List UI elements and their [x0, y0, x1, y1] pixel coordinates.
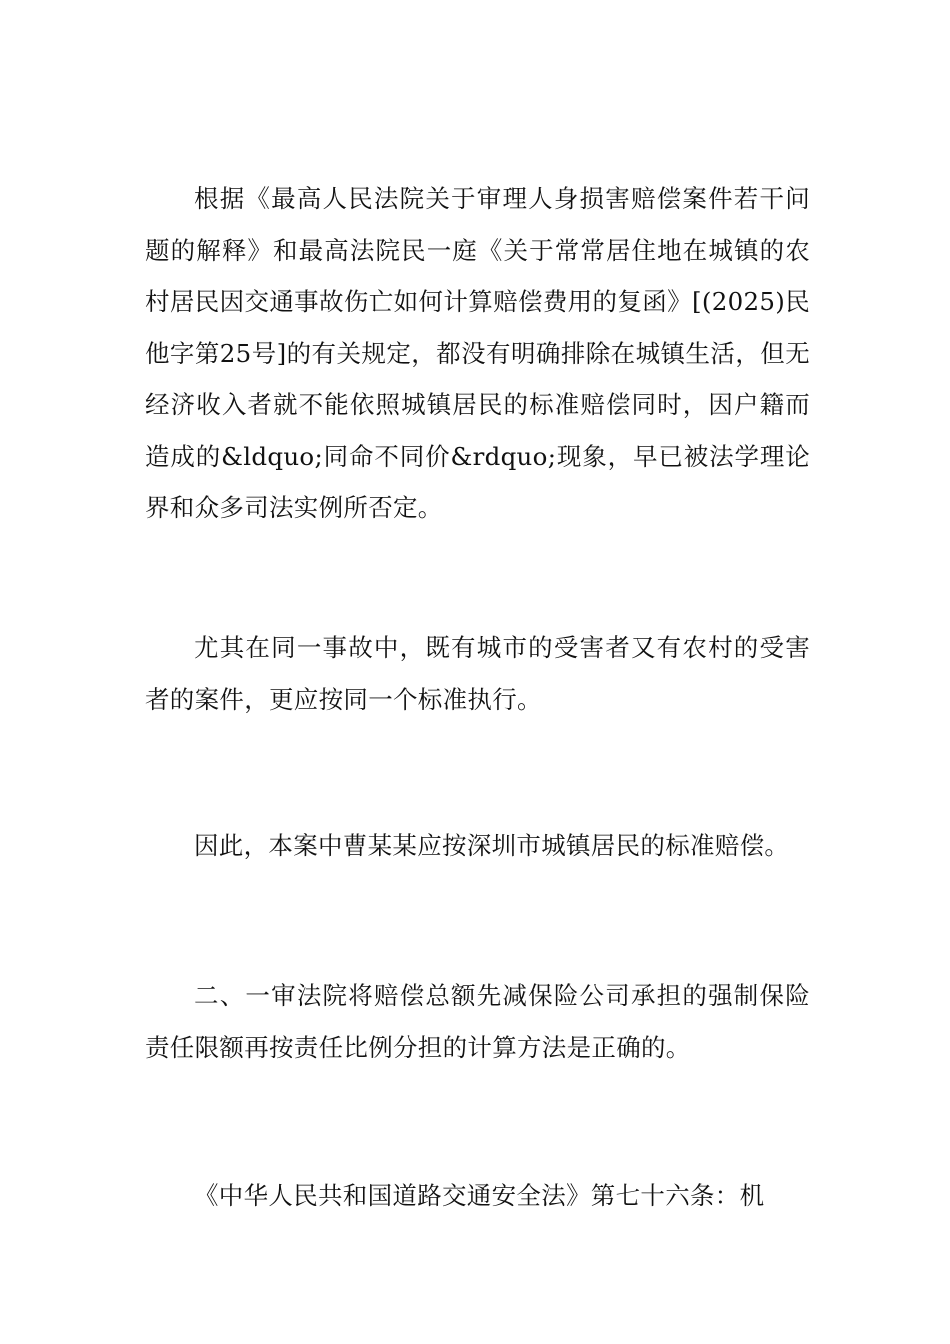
- paragraph-1: 根据《最高人民法院关于审理人身损害赔偿案件若干问题的解释》和最高法院民一庭《关于常常居住地在城镇的农村居民因交通事故伤亡如何计算赔偿费用的复函》[(2025)民他字第25号]的有关规定，都没有明确排除在城镇生活，但无经济收入者就不能依照城镇居民的标准赔偿同时，因户籍而造成的&ldquo;同命不同价&rdquo;现象，早已被法学理论界和众多司法实例所否定。: [145, 184, 810, 522]
- paragraph-3: 因此，本案中曹某某应按深圳市城镇居民的标准赔偿。: [194, 831, 790, 860]
- paragraph-2: 尤其在同一事故中，既有城市的受害者又有农村的受害者的案件，更应按同一个标准执行。: [145, 633, 810, 714]
- paragraph-4: 二、一审法院将赔偿总额先减保险公司承担的强制保险责任限额再按责任比例分担的计算方法是正确的。: [145, 981, 810, 1062]
- paragraph-5: 《中华人民共和国道路交通安全法》第七十六条：机: [194, 1181, 765, 1210]
